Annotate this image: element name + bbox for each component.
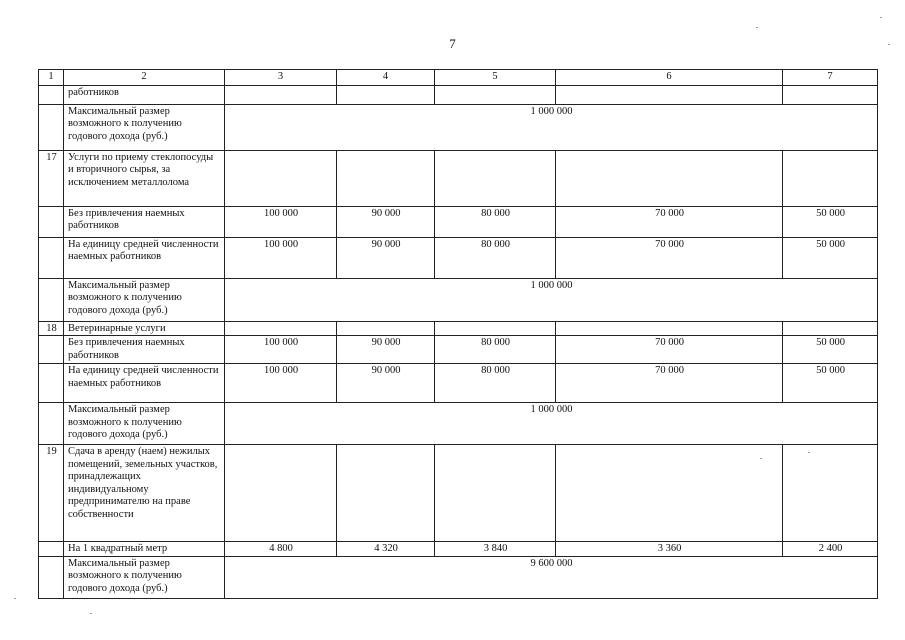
- value-cell: 90 000: [337, 206, 435, 237]
- row-description: Сдача в аренду (наем) нежилых помещений, земельных участков, принадлежащих индивидуальному предпринимателю на праве собственности: [64, 445, 225, 542]
- max-income-value: 1 000 000: [225, 104, 878, 150]
- table-row: [39, 85, 878, 104]
- table-row: [39, 278, 878, 321]
- scan-speck: [756, 27, 758, 28]
- table-row: [39, 403, 878, 445]
- row-number: [39, 403, 64, 445]
- scan-speck: [888, 44, 890, 45]
- row-description: Без привлечения наемных работников: [64, 336, 225, 364]
- empty-cell: [783, 150, 878, 206]
- value-cell: 80 000: [435, 364, 556, 403]
- row-number: [39, 364, 64, 403]
- column-header: 4: [337, 70, 435, 86]
- table-row: [39, 237, 878, 278]
- value-cell: 80 000: [435, 237, 556, 278]
- column-header: 7: [783, 70, 878, 86]
- value-cell: 100 000: [225, 206, 337, 237]
- column-header: 1: [39, 70, 64, 86]
- value-cell: 70 000: [556, 237, 783, 278]
- column-header: 5: [435, 70, 556, 86]
- empty-cell: [225, 150, 337, 206]
- value-cell: 4 320: [337, 542, 435, 557]
- empty-cell: [337, 150, 435, 206]
- value-cell: 3 360: [556, 542, 783, 557]
- row-number: [39, 206, 64, 237]
- value-cell: 50 000: [783, 364, 878, 403]
- row-number: [39, 278, 64, 321]
- value-cell: 70 000: [556, 206, 783, 237]
- table-row: [39, 556, 878, 598]
- table-row: [39, 364, 878, 403]
- max-income-value: 9 600 000: [225, 556, 878, 598]
- scan-speck: [760, 458, 762, 459]
- empty-cell: [225, 321, 337, 336]
- row-number: [39, 85, 64, 104]
- value-cell: 90 000: [337, 364, 435, 403]
- value-cell: 50 000: [783, 336, 878, 364]
- empty-cell: [556, 445, 783, 542]
- value-cell: 100 000: [225, 364, 337, 403]
- value-cell: 80 000: [435, 206, 556, 237]
- header-row: [39, 70, 878, 86]
- table-body: [39, 85, 878, 598]
- column-header: 6: [556, 70, 783, 86]
- row-description: Максимальный размер возможного к получению годового дохода (руб.): [64, 556, 225, 598]
- row-description: На единицу средней численности наемных работников: [64, 364, 225, 403]
- empty-cell: [783, 85, 878, 104]
- table-row: [39, 321, 878, 336]
- empty-cell: [435, 445, 556, 542]
- value-cell: 2 400: [783, 542, 878, 557]
- value-cell: 100 000: [225, 237, 337, 278]
- table-row: [39, 336, 878, 364]
- empty-cell: [783, 321, 878, 336]
- table-row: [39, 104, 878, 150]
- empty-cell: [435, 150, 556, 206]
- empty-cell: [556, 321, 783, 336]
- value-cell: 3 840: [435, 542, 556, 557]
- empty-cell: [556, 85, 783, 104]
- row-description: На единицу средней численности наемных работников: [64, 237, 225, 278]
- row-number: 17: [39, 150, 64, 206]
- row-description: Максимальный размер возможного к получению годового дохода (руб.): [64, 403, 225, 445]
- row-number: 18: [39, 321, 64, 336]
- page-number: 7: [449, 36, 456, 51]
- value-cell: 90 000: [337, 237, 435, 278]
- row-description: Услуги по приему стеклопосуды и вторичного сырья, за исключением металлолома: [64, 150, 225, 206]
- row-number: [39, 104, 64, 150]
- empty-cell: [435, 85, 556, 104]
- row-description: На 1 квадратный метр: [64, 542, 225, 557]
- row-number: [39, 542, 64, 557]
- row-description: Без привлечения наемных работников: [64, 206, 225, 237]
- value-cell: 100 000: [225, 336, 337, 364]
- row-number: 19: [39, 445, 64, 542]
- row-description: Максимальный размер возможного к получению годового дохода (руб.): [64, 278, 225, 321]
- column-header: 3: [225, 70, 337, 86]
- table-row: [39, 206, 878, 237]
- max-income-value: 1 000 000: [225, 278, 878, 321]
- scan-speck: [880, 17, 882, 18]
- income-table: [38, 69, 878, 599]
- max-income-value: 1 000 000: [225, 403, 878, 445]
- scan-speck: [14, 598, 16, 599]
- row-number: [39, 237, 64, 278]
- value-cell: 90 000: [337, 336, 435, 364]
- value-cell: 4 800: [225, 542, 337, 557]
- value-cell: 50 000: [783, 237, 878, 278]
- empty-cell: [783, 445, 878, 542]
- table-row: [39, 150, 878, 206]
- value-cell: 50 000: [783, 206, 878, 237]
- row-number: [39, 556, 64, 598]
- empty-cell: [337, 85, 435, 104]
- empty-cell: [435, 321, 556, 336]
- column-header: 2: [64, 70, 225, 86]
- table-row: [39, 542, 878, 557]
- row-description: Максимальный размер возможного к получению годового дохода (руб.): [64, 104, 225, 150]
- empty-cell: [337, 445, 435, 542]
- row-description: Ветеринарные услуги: [64, 321, 225, 336]
- table-row: [39, 445, 878, 542]
- row-number: [39, 336, 64, 364]
- empty-cell: [556, 150, 783, 206]
- empty-cell: [225, 445, 337, 542]
- value-cell: 70 000: [556, 364, 783, 403]
- row-description: работников: [64, 85, 225, 104]
- value-cell: 70 000: [556, 336, 783, 364]
- value-cell: 80 000: [435, 336, 556, 364]
- empty-cell: [337, 321, 435, 336]
- scan-speck: [808, 452, 810, 453]
- scan-speck: [90, 613, 92, 614]
- empty-cell: [225, 85, 337, 104]
